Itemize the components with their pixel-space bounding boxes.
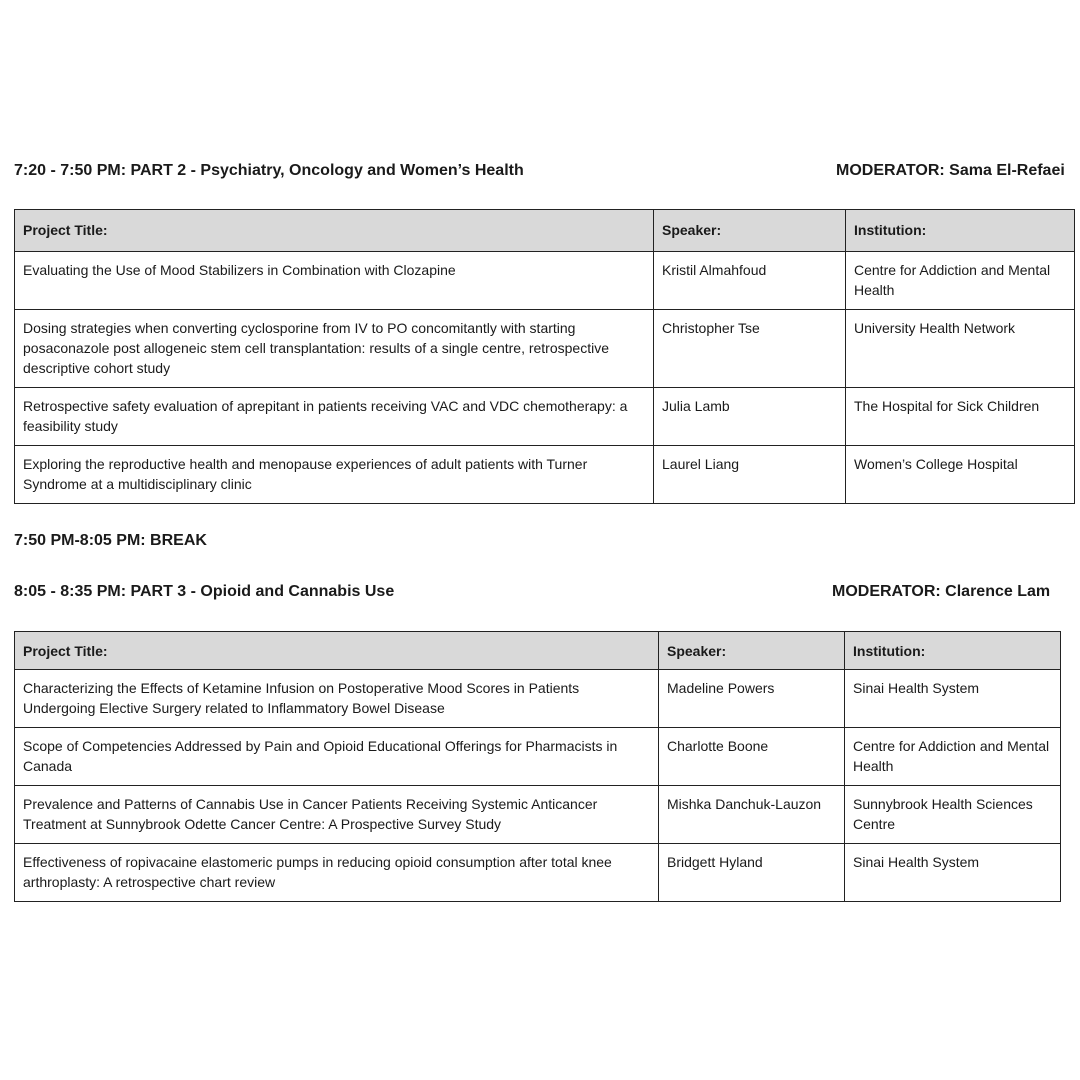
session-3-table xyxy=(14,631,1061,902)
table-row xyxy=(15,252,1075,310)
institution-cell: University Health Network xyxy=(846,310,1075,388)
table-row xyxy=(15,388,1075,446)
session-3-heading: 8:05 - 8:35 PM: PART 3 - Opioid and Cannabis Use xyxy=(14,583,395,600)
project-title-cell: Scope of Competencies Addressed by Pain and Opioid Educational Offerings for Pharmacists in Canada xyxy=(15,728,659,786)
session-2-heading-row xyxy=(14,161,1065,181)
institution-cell: Sunnybrook Health Sciences Centre xyxy=(845,786,1061,844)
speaker-cell: Christopher Tse xyxy=(654,310,846,388)
project-title-header: Project Title: xyxy=(15,632,659,670)
project-title-cell: Retrospective safety evaluation of aprepitant in patients receiving VAC and VDC chemotherapy: a feasibility study xyxy=(15,388,654,446)
speaker-header: Speaker: xyxy=(659,632,845,670)
session-2-heading: 7:20 - 7:50 PM: PART 2 - Psychiatry, Oncology and Women’s Health xyxy=(14,162,524,179)
session-2-moderator: MODERATOR: Sama El-Refaei xyxy=(836,162,1065,179)
project-title-header: Project Title: xyxy=(15,210,654,252)
project-title-cell: Exploring the reproductive health and menopause experiences of adult patients with Turner Syndrome at a multidisciplinary clinic xyxy=(15,446,654,504)
table-header-row xyxy=(15,632,1061,670)
speaker-cell: Madeline Powers xyxy=(659,670,845,728)
table-header-row xyxy=(15,210,1075,252)
speaker-cell: Mishka Danchuk-Lauzon xyxy=(659,786,845,844)
speaker-cell: Laurel Liang xyxy=(654,446,846,504)
table-row xyxy=(15,670,1061,728)
institution-cell: Centre for Addiction and Mental Health xyxy=(845,728,1061,786)
speaker-cell: Julia Lamb xyxy=(654,388,846,446)
table-row xyxy=(15,728,1061,786)
table-row xyxy=(15,786,1061,844)
institution-cell: Centre for Addiction and Mental Health xyxy=(846,252,1075,310)
institution-cell: Sinai Health System xyxy=(845,844,1061,902)
project-title-cell: Dosing strategies when converting cyclosporine from IV to PO concomitantly with starting posaconazole post allogeneic stem cell transplantation: results of a single centre, retrospective descriptive cohort study xyxy=(15,310,654,388)
project-title-cell: Evaluating the Use of Mood Stabilizers in Combination with Clozapine xyxy=(15,252,654,310)
project-title-cell: Prevalence and Patterns of Cannabis Use in Cancer Patients Receiving Systemic Anticancer Treatment at Sunnybrook Odette Cancer Centre: A Prospective Survey Study xyxy=(15,786,659,844)
table-row xyxy=(15,844,1061,902)
institution-cell: Sinai Health System xyxy=(845,670,1061,728)
session-3-moderator: MODERATOR: Clarence Lam xyxy=(832,583,1051,600)
institution-cell: Women’s College Hospital xyxy=(846,446,1075,504)
speaker-cell: Charlotte Boone xyxy=(659,728,845,786)
speaker-cell: Kristil Almahfoud xyxy=(654,252,846,310)
speaker-cell: Bridgett Hyland xyxy=(659,844,845,902)
session-2-table xyxy=(14,209,1075,504)
institution-header: Institution: xyxy=(846,210,1075,252)
table-row xyxy=(15,446,1075,504)
session-3-heading-row xyxy=(14,582,1051,602)
break-label: 7:50 PM-8:05 PM: BREAK xyxy=(14,532,207,549)
institution-cell: The Hospital for Sick Children xyxy=(846,388,1075,446)
table-row xyxy=(15,310,1075,388)
project-title-cell: Characterizing the Effects of Ketamine Infusion on Postoperative Mood Scores in Patients Undergoing Elective Surgery related to Inflammatory Bowel Disease xyxy=(15,670,659,728)
speaker-header: Speaker: xyxy=(654,210,846,252)
project-title-cell: Effectiveness of ropivacaine elastomeric pumps in reducing opioid consumption after total knee arthroplasty: A retrospective chart review xyxy=(15,844,659,902)
institution-header: Institution: xyxy=(845,632,1061,670)
